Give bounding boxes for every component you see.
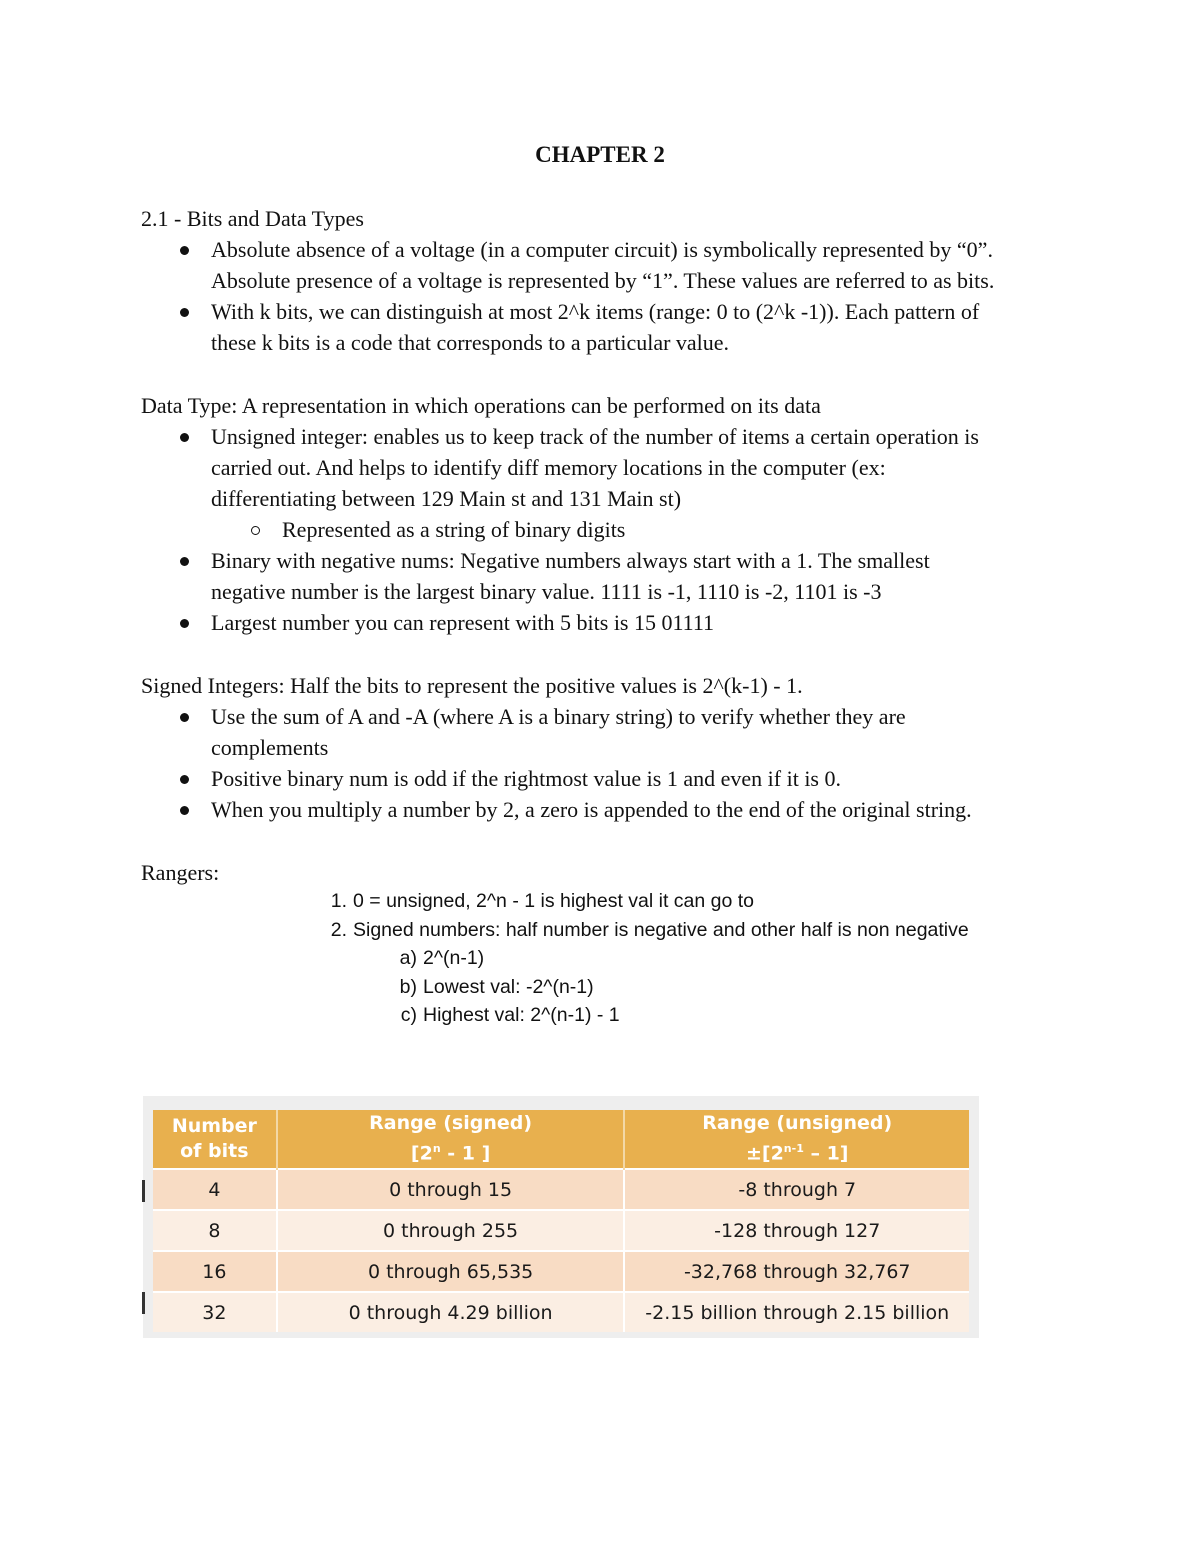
table-header-row xyxy=(153,1110,969,1169)
bullet-icon xyxy=(180,557,189,566)
chapter-title: CHAPTER 2 xyxy=(535,142,665,167)
bullet-icon xyxy=(180,806,189,815)
table-row: 4 0 through 15 -8 through 7 xyxy=(153,1169,969,1210)
section-heading-data-type: Data Type: A representation in which operations can be performed on its data xyxy=(141,393,821,418)
section-heading-bits: 2.1 - Bits and Data Types xyxy=(141,206,364,231)
header-number-of-bits: Number of bits xyxy=(153,1110,277,1169)
bullet-icon xyxy=(180,308,189,317)
range-table xyxy=(153,1110,969,1332)
table-row: 32 0 through 4.29 billion -2.15 billion through 2.15 billion xyxy=(153,1292,969,1332)
image-edge-mark xyxy=(142,1180,145,1202)
bullet-icon xyxy=(180,775,189,784)
section-heading-rangers: Rangers: xyxy=(141,860,220,885)
list-item: Largest number you can represent with 5 bits is 15 01111 xyxy=(141,607,1101,638)
signed-integers-bullet-list xyxy=(141,701,1101,825)
data-type-bullet-list xyxy=(141,421,1101,638)
sub-list-item: a) 2^(n-1) xyxy=(399,947,485,969)
list-item: 2. Signed numbers: half number is negative and other half is non negative xyxy=(330,918,969,941)
list-item: 1. 0 = unsigned, 2^n - 1 is highest val it can go to xyxy=(330,890,755,912)
hollow-bullet-icon xyxy=(251,526,260,535)
bullet-icon xyxy=(180,713,189,722)
bullet-icon xyxy=(180,433,189,442)
sub-list-item: c) Highest val: 2^(n-1) - 1 xyxy=(400,1004,620,1026)
list-item: Absolute absence of a voltage (in a computer circuit) is symbolically represented by “0”. Absolute presence of a voltage is represented by “1”. These values are referred to as bits. xyxy=(141,234,1101,296)
header-range-signed: Range (signed) [2$^n$ - 1 ] xyxy=(277,1110,625,1169)
list-item: Positive binary num is odd if the rightmost value is 1 and even if it is 0. xyxy=(141,763,1101,794)
sub-list-item: b) Lowest val: -2^(n-1) xyxy=(399,975,594,998)
list-item: With k bits, we can distinguish at most 2^k items (range: 0 to (2^k -1)). Each pattern of these k bits is a code that corresponds to a particular value. xyxy=(141,296,1101,358)
list-item: When you multiply a number by 2, a zero is appended to the end of the original string. xyxy=(141,794,1101,825)
list-item: Use the sum of A and -A (where A is a binary string) to verify whether they are complements xyxy=(141,701,1101,763)
list-item: Unsigned integer: enables us to keep track of the number of items a certain operation is carried out. And helps to identify diff memory locations in the computer (ex: differentiating between 129 Main st and 131 Main st) xyxy=(141,421,1101,514)
table-row: 8 0 through 255 -128 through 127 xyxy=(153,1210,969,1251)
image-edge-mark xyxy=(142,1292,145,1314)
header-range-unsigned: Range (unsigned) $\pm[2^{n-1} - 1]$ xyxy=(624,1110,969,1169)
list-item: Binary with negative nums: Negative numbers always start with a 1. The smallest negative number is the largest binary value. 1111 is -1, 1110 is -2, 1101 is -3 xyxy=(141,545,1101,607)
sub-list-item: Represented as a string of binary digits xyxy=(141,514,1101,545)
range-table-image xyxy=(143,1096,979,1338)
table-row: 16 0 through 65,535 -32,768 through 32,767 xyxy=(153,1251,969,1292)
bullet-icon xyxy=(180,246,189,255)
rangers-numbered-list xyxy=(141,887,1101,1030)
bullet-icon xyxy=(180,619,189,628)
section-heading-signed-integers: Signed Integers: Half the bits to represent the positive values is 2^(k-1) - 1. xyxy=(141,673,803,698)
bits-bullet-list xyxy=(141,234,1101,358)
